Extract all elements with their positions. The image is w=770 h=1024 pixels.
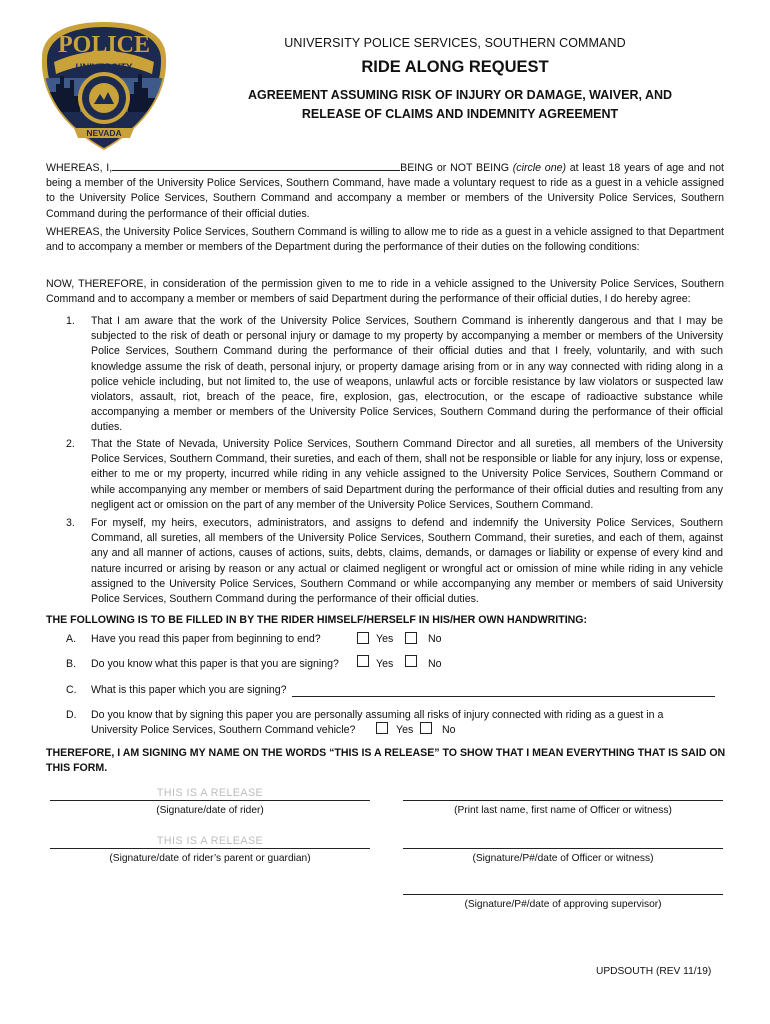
question-b-no-checkbox[interactable] (405, 655, 417, 667)
parent-signature-line[interactable] (50, 848, 370, 849)
question-a-yes-checkbox[interactable] (357, 632, 369, 644)
form-title: RIDE ALONG REQUEST (361, 58, 549, 76)
item-2-number: 2. (66, 438, 75, 450)
form-subtitle-line-1: AGREEMENT ASSUMING RISK OF INJURY OR DAMAGE, WAIVER, AND (247, 88, 673, 102)
rider-signature-line[interactable] (50, 800, 370, 801)
question-b-no-label: No (428, 658, 442, 670)
question-d-letter: D. (66, 709, 77, 721)
organization-name: UNIVERSITY POLICE SERVICES, SOUTHERN COMMAND (284, 36, 626, 50)
question-a-yes-label: Yes (376, 633, 394, 645)
whereas-paragraph-1 (46, 159, 724, 222)
question-a-no-checkbox[interactable] (405, 632, 417, 644)
question-a-no-label: No (428, 633, 442, 645)
badge-banner-text: UNIVERSITY (75, 62, 133, 73)
item-1-number: 1. (66, 315, 75, 327)
parent-signature-caption: (Signature/date of rider’s parent or guardian) (109, 853, 311, 864)
age-statement: BEING or NOT BEING (400, 162, 513, 174)
question-b-yes-label: Yes (376, 658, 394, 670)
officer-print-name-line[interactable] (403, 800, 723, 801)
police-badge-logo (40, 18, 168, 152)
rider-signature-caption: (Signature/date of rider) (156, 805, 264, 816)
question-c-text: What is this paper which you are signing? (91, 684, 287, 696)
item-2-text: That the State of Nevada, University Police Services, Southern Command Director and all sureties, all members of the University Police Services, Southern Command, their sureties, and each of them, shall not be responsible or liable for any injury, loss or expense, either to me or my property, incurred while riding in any vehicle assigned to the University Police Services, Southern Command or while accompanying any member or members of said Department during the performance of their official duties and resulting from any negligent act or omission on the part of any member of the University Police Services, Southern Command. (91, 438, 723, 511)
badge-bottom-text: NEVADA (86, 128, 122, 138)
question-b-yes-checkbox[interactable] (357, 655, 369, 667)
question-c-letter: C. (66, 684, 77, 696)
question-c-answer-field[interactable] (292, 695, 715, 697)
badge-top-text: POLICE (57, 32, 151, 58)
now-therefore-paragraph: NOW, THEREFORE, in consideration of the permission given to me to ride in a vehicle assigned to the University Police Services, Southern Command and to accompany a member or members of said Department during the performance of their official duties, I do hereby agree: (46, 278, 724, 306)
question-b-letter: B. (66, 658, 77, 670)
question-a-text: Have you read this paper from beginning to end? (91, 633, 321, 645)
officer-print-name-caption: (Print last name, first name of Officer or witness) (454, 805, 672, 816)
question-d-no-checkbox[interactable] (420, 722, 432, 734)
question-d-text-line-1: Do you know that by signing this paper you are personally assuming all risks of injury connected with riding as a guest in a (91, 709, 664, 721)
circle-one-note: (circle one) (512, 162, 567, 174)
release-watermark-1: THIS IS A RELEASE (156, 787, 264, 799)
item-3-number: 3. (66, 517, 75, 529)
rider-name-field[interactable] (112, 159, 400, 171)
whereas-label: WHEREAS, I, (46, 162, 113, 174)
officer-signature-line[interactable] (403, 848, 723, 849)
question-d-text-line-2: University Police Services, Southern Command vehicle? (91, 724, 356, 736)
closing-statement: THEREFORE, I AM SIGNING MY NAME ON THE WORDS “THIS IS A RELEASE” TO SHOW THAT I MEAN EVERYTHING THAT IS SAID ON THIS FORM. (46, 747, 726, 774)
item-1-text: That I am aware that the work of the University Police Services, Southern Command is inherently dangerous and that I may be subjected to the risk of death or personal injury or damage to my property by accompanying a member or members of the University Police Services, Southern Command during the performance of their official duties and that I freely, voluntarily, and with such knowledge assume the risk of death, personal injury, or property damage arising from or in any way connected with riding along in a police vehicle including, but not limited to, the use of weapons, unlawful acts or forcible resistance by law violators or suspected law violators, assault, riot, breach of the peace, fire, explosion, gas, electrocution, or the escape of radioactive substance while accompanying a member or members of the University Police Services, Southern Command during the performance of their official duties. (91, 315, 723, 434)
question-d-yes-checkbox[interactable] (376, 722, 388, 734)
handwriting-heading: THE FOLLOWING IS TO BE FILLED IN BY THE RIDER HIMSELF/HERSELF IN HIS/HER OWN HANDWRITING: (46, 614, 588, 626)
item-3-text: For myself, my heirs, executors, administrators, and assigns to defend and indemnify the University Police Services, Southern Command, all sureties, all members of the University Police Services, Southern Command, their sureties, and each of them, against any and all manner of actions, causes of actions, suits, debts, claims, demands, or damages or liability or expense of every kind and nature incurred or arising by reason or any actual or claimed negligent or wrongful act or omission of mine while riding in any vehicle assigned to the University Police Services, Southern Command or while accompanying any member or members of said University Police Services, Southern Command during the performance of their official duties. (91, 517, 723, 606)
officer-signature-caption: (Signature/P#/date of Officer or witness) (472, 853, 654, 864)
supervisor-signature-caption: (Signature/P#/date of approving supervisor) (464, 899, 662, 910)
question-d-no-label: No (442, 724, 456, 736)
release-watermark-2: THIS IS A RELEASE (156, 835, 264, 847)
whereas-1-text: at least 18 years of age and not being a member of the University Police Services, Southern Command, have made a voluntary request to ride as a guest in a vehicle assigned to the University Police Services, Southern Command and accompany a member or members of the University Police Services, Southern Command during the performance of their official duties. (46, 162, 724, 220)
question-b-text: Do you know what this paper is that you are signing? (91, 658, 339, 670)
form-subtitle (210, 86, 710, 124)
revision-code: UPDSOUTH (REV 11/19) (596, 966, 712, 977)
whereas-paragraph-2: WHEREAS, the University Police Services, Southern Command is willing to allow me to ride as a guest in a vehicle assigned to that Department and to accompany a member or members of the Department during the performance of their duties on the following conditions: (46, 226, 724, 254)
question-d-yes-label: Yes (396, 724, 414, 736)
form-subtitle-line-2: RELEASE OF CLAIMS AND INDEMNITY AGREEMENT (301, 107, 619, 121)
question-a-letter: A. (66, 633, 77, 645)
supervisor-signature-line[interactable] (403, 894, 723, 895)
